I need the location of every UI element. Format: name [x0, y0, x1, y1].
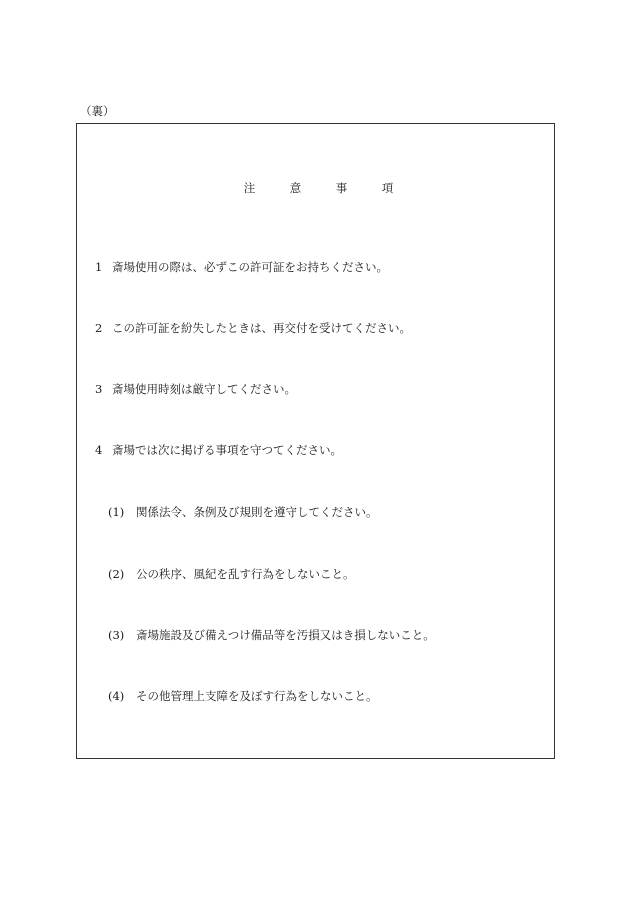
- item-text: 斎場使用の際は、必ずこの許可証をお持ちください。: [112, 260, 388, 274]
- subitem-text: 公の秩序、風紀を乱す行為をしないこと。: [136, 567, 355, 581]
- title-char: 項: [381, 181, 394, 195]
- notice-subitem-3: [108, 627, 435, 643]
- subitem-number: (2): [108, 567, 125, 581]
- subitem-text: 関係法令、条例及び規則を遵守してください。: [136, 505, 378, 519]
- title-char: 事: [335, 181, 348, 195]
- item-number: 3: [95, 382, 103, 396]
- item-text: この許可証を紛失したときは、再交付を受けてください。: [112, 321, 411, 335]
- back-side-label: （裏）: [80, 104, 115, 118]
- item-text: 斎場使用時刻は厳守してください。: [112, 382, 296, 396]
- notice-subitem-1: [108, 504, 378, 520]
- item-number: 4: [95, 443, 103, 457]
- notice-title: [77, 180, 554, 196]
- title-char: 注: [243, 181, 256, 195]
- notice-subitem-2: [108, 566, 355, 582]
- notice-item-2: [95, 320, 411, 336]
- subitem-text: その他管理上支障を及ぼす行為をしないこと。: [136, 689, 378, 703]
- notice-item-3: [95, 381, 296, 397]
- item-number: 1: [95, 260, 103, 274]
- subitem-number: (1): [108, 505, 125, 519]
- item-text: 斎場では次に掲げる事項を守つてください。: [112, 443, 342, 457]
- title-char: 意: [289, 181, 302, 195]
- notice-subitem-4: [108, 688, 378, 704]
- item-number: 2: [95, 321, 103, 335]
- notice-frame: [76, 123, 555, 759]
- subitem-text: 斎場施設及び備えつけ備品等を汚損又はき損しないこと。: [136, 628, 435, 642]
- subitem-number: (4): [108, 689, 125, 703]
- notice-item-1: [95, 259, 388, 275]
- notice-item-4: [95, 442, 342, 458]
- subitem-number: (3): [108, 628, 125, 642]
